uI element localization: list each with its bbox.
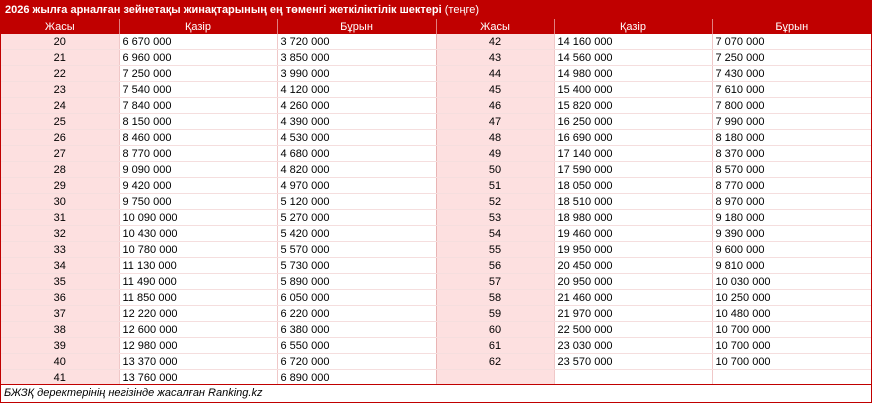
now-value-cell: 14 980 000 xyxy=(554,66,712,82)
age-cell: 35 xyxy=(1,274,119,290)
now-value-cell: 17 590 000 xyxy=(554,162,712,178)
age-cell: 38 xyxy=(1,322,119,338)
before-value-cell: 8 770 000 xyxy=(712,178,871,194)
table-row xyxy=(1,210,871,226)
now-value-cell: 6 670 000 xyxy=(119,34,277,50)
age-cell: 20 xyxy=(1,34,119,50)
age-cell: 60 xyxy=(436,322,554,338)
header-row xyxy=(1,19,871,34)
now-value-cell: 11 850 000 xyxy=(119,290,277,306)
now-value-cell: 8 770 000 xyxy=(119,146,277,162)
before-value-cell: 8 180 000 xyxy=(712,130,871,146)
table-row xyxy=(1,130,871,146)
now-value-cell: 14 160 000 xyxy=(554,34,712,50)
now-value-cell: 8 460 000 xyxy=(119,130,277,146)
before-value-cell: 4 530 000 xyxy=(277,130,436,146)
header-before-left: Бұрын xyxy=(277,19,436,34)
now-value-cell: 23 570 000 xyxy=(554,354,712,370)
now-value-cell: 7 540 000 xyxy=(119,82,277,98)
now-value-cell: 23 030 000 xyxy=(554,338,712,354)
age-cell: 41 xyxy=(1,370,119,386)
age-cell: 50 xyxy=(436,162,554,178)
table-row xyxy=(1,242,871,258)
age-cell: 45 xyxy=(436,82,554,98)
age-cell: 36 xyxy=(1,290,119,306)
now-value-cell: 9 750 000 xyxy=(119,194,277,210)
before-value-cell: 5 890 000 xyxy=(277,274,436,290)
age-cell: 62 xyxy=(436,354,554,370)
now-value-cell: 19 460 000 xyxy=(554,226,712,242)
age-cell: 26 xyxy=(1,130,119,146)
now-value-cell: 21 460 000 xyxy=(554,290,712,306)
header-before-right: Бұрын xyxy=(712,19,871,34)
before-value-cell: 3 990 000 xyxy=(277,66,436,82)
age-cell: 55 xyxy=(436,242,554,258)
before-value-cell: 6 550 000 xyxy=(277,338,436,354)
table-row xyxy=(1,306,871,322)
now-value-cell: 12 980 000 xyxy=(119,338,277,354)
table-row xyxy=(1,114,871,130)
now-value-cell: 15 820 000 xyxy=(554,98,712,114)
age-cell: 32 xyxy=(1,226,119,242)
before-value-cell: 7 610 000 xyxy=(712,82,871,98)
now-value-cell: 17 140 000 xyxy=(554,146,712,162)
before-value-cell: 6 380 000 xyxy=(277,322,436,338)
before-value-cell: 10 250 000 xyxy=(712,290,871,306)
before-value-cell: 5 270 000 xyxy=(277,210,436,226)
before-value-cell: 7 800 000 xyxy=(712,98,871,114)
now-value-cell: 22 500 000 xyxy=(554,322,712,338)
before-value-cell: 10 030 000 xyxy=(712,274,871,290)
before-value-cell: 4 260 000 xyxy=(277,98,436,114)
before-value-cell: 10 700 000 xyxy=(712,338,871,354)
before-value-cell: 4 390 000 xyxy=(277,114,436,130)
age-cell: 33 xyxy=(1,242,119,258)
table-row xyxy=(1,34,871,50)
age-cell: 25 xyxy=(1,114,119,130)
table-title-unit: (теңге) xyxy=(444,4,480,16)
now-value-cell: 13 760 000 xyxy=(119,370,277,386)
before-value-cell: 4 680 000 xyxy=(277,146,436,162)
before-value-cell: 4 120 000 xyxy=(277,82,436,98)
now-value-cell: 16 690 000 xyxy=(554,130,712,146)
age-cell: 48 xyxy=(436,130,554,146)
now-value-cell: 12 600 000 xyxy=(119,322,277,338)
source-footer: БЖЗҚ деректерінің негізінде жасалған Ranking.kz xyxy=(1,384,871,402)
header-now-left: Қазір xyxy=(119,19,277,34)
now-value-cell: 20 450 000 xyxy=(554,258,712,274)
age-cell: 51 xyxy=(436,178,554,194)
age-cell: 28 xyxy=(1,162,119,178)
age-cell: 23 xyxy=(1,82,119,98)
now-value-cell: 20 950 000 xyxy=(554,274,712,290)
now-value-cell: 18 050 000 xyxy=(554,178,712,194)
now-value-cell: 18 510 000 xyxy=(554,194,712,210)
table-title-text: 2026 жылға арналған зейнетақы жинақтарының ең төменгі жеткіліктілік шектері xyxy=(5,4,442,16)
age-cell: 24 xyxy=(1,98,119,114)
age-cell: 57 xyxy=(436,274,554,290)
age-cell: 46 xyxy=(436,98,554,114)
header-age-left: Жасы xyxy=(1,19,119,34)
now-value-cell: 16 250 000 xyxy=(554,114,712,130)
age-cell: 56 xyxy=(436,258,554,274)
header-age-right: Жасы xyxy=(436,19,554,34)
header-now-right: Қазір xyxy=(554,19,712,34)
before-value-cell: 9 600 000 xyxy=(712,242,871,258)
age-cell: 59 xyxy=(436,306,554,322)
age-cell: 29 xyxy=(1,178,119,194)
now-value-cell: 10 090 000 xyxy=(119,210,277,226)
table-row xyxy=(1,194,871,210)
pension-threshold-table xyxy=(1,19,871,386)
now-value-cell: 12 220 000 xyxy=(119,306,277,322)
before-value-cell: 5 420 000 xyxy=(277,226,436,242)
table-row xyxy=(1,98,871,114)
table-row xyxy=(1,354,871,370)
age-cell: 39 xyxy=(1,338,119,354)
before-value-cell: 10 700 000 xyxy=(712,354,871,370)
now-value-cell: 15 400 000 xyxy=(554,82,712,98)
before-value-cell: 5 120 000 xyxy=(277,194,436,210)
now-value-cell: 8 150 000 xyxy=(119,114,277,130)
before-value-cell: 8 570 000 xyxy=(712,162,871,178)
age-cell: 44 xyxy=(436,66,554,82)
before-value-cell: 7 250 000 xyxy=(712,50,871,66)
age-cell: 42 xyxy=(436,34,554,50)
age-cell: 27 xyxy=(1,146,119,162)
table-row xyxy=(1,274,871,290)
before-value-cell: 4 970 000 xyxy=(277,178,436,194)
before-value-cell: 8 370 000 xyxy=(712,146,871,162)
now-value-cell: 11 130 000 xyxy=(119,258,277,274)
table-row xyxy=(1,50,871,66)
now-value-cell: 10 430 000 xyxy=(119,226,277,242)
now-value-cell: 9 090 000 xyxy=(119,162,277,178)
age-cell: 61 xyxy=(436,338,554,354)
before-value-cell: 6 720 000 xyxy=(277,354,436,370)
age-cell: 37 xyxy=(1,306,119,322)
age-cell: 58 xyxy=(436,290,554,306)
table-row xyxy=(1,258,871,274)
now-value-cell: 18 980 000 xyxy=(554,210,712,226)
before-value-cell: 5 730 000 xyxy=(277,258,436,274)
before-value-cell: 10 480 000 xyxy=(712,306,871,322)
age-cell: 31 xyxy=(1,210,119,226)
before-value-cell: 5 570 000 xyxy=(277,242,436,258)
table-row xyxy=(1,226,871,242)
age-cell: 40 xyxy=(1,354,119,370)
table-row xyxy=(1,322,871,338)
age-cell: 53 xyxy=(436,210,554,226)
table-title xyxy=(1,1,871,19)
before-value-cell: 8 970 000 xyxy=(712,194,871,210)
before-value-cell: 9 810 000 xyxy=(712,258,871,274)
age-cell: 22 xyxy=(1,66,119,82)
before-value-cell: 3 720 000 xyxy=(277,34,436,50)
table-row xyxy=(1,338,871,354)
before-value-cell: 7 990 000 xyxy=(712,114,871,130)
before-value-cell: 6 050 000 xyxy=(277,290,436,306)
before-value-cell: 3 850 000 xyxy=(277,50,436,66)
before-value-cell: 9 390 000 xyxy=(712,226,871,242)
now-value-cell: 11 490 000 xyxy=(119,274,277,290)
before-value-cell: 4 820 000 xyxy=(277,162,436,178)
now-value-cell: 21 970 000 xyxy=(554,306,712,322)
now-value-cell: 10 780 000 xyxy=(119,242,277,258)
age-cell: 54 xyxy=(436,226,554,242)
table-row xyxy=(1,82,871,98)
age-cell: 34 xyxy=(1,258,119,274)
table-row xyxy=(1,66,871,82)
now-value-cell: 19 950 000 xyxy=(554,242,712,258)
age-cell: 21 xyxy=(1,50,119,66)
age-cell: 30 xyxy=(1,194,119,210)
now-value-cell: 14 560 000 xyxy=(554,50,712,66)
now-value-cell: 7 250 000 xyxy=(119,66,277,82)
age-cell: 52 xyxy=(436,194,554,210)
now-value-cell: 9 420 000 xyxy=(119,178,277,194)
age-cell: 47 xyxy=(436,114,554,130)
now-value-cell: 13 370 000 xyxy=(119,354,277,370)
age-cell: 43 xyxy=(436,50,554,66)
before-value-cell: 6 890 000 xyxy=(277,370,436,386)
before-value-cell: 7 430 000 xyxy=(712,66,871,82)
before-value-cell: 10 700 000 xyxy=(712,322,871,338)
table-row xyxy=(1,290,871,306)
now-value-cell: 7 840 000 xyxy=(119,98,277,114)
before-value-cell: 6 220 000 xyxy=(277,306,436,322)
before-value-cell: 7 070 000 xyxy=(712,34,871,50)
table-row xyxy=(1,146,871,162)
table-row xyxy=(1,162,871,178)
before-value-cell: 9 180 000 xyxy=(712,210,871,226)
now-value-cell: 6 960 000 xyxy=(119,50,277,66)
age-cell: 49 xyxy=(436,146,554,162)
table-row xyxy=(1,178,871,194)
